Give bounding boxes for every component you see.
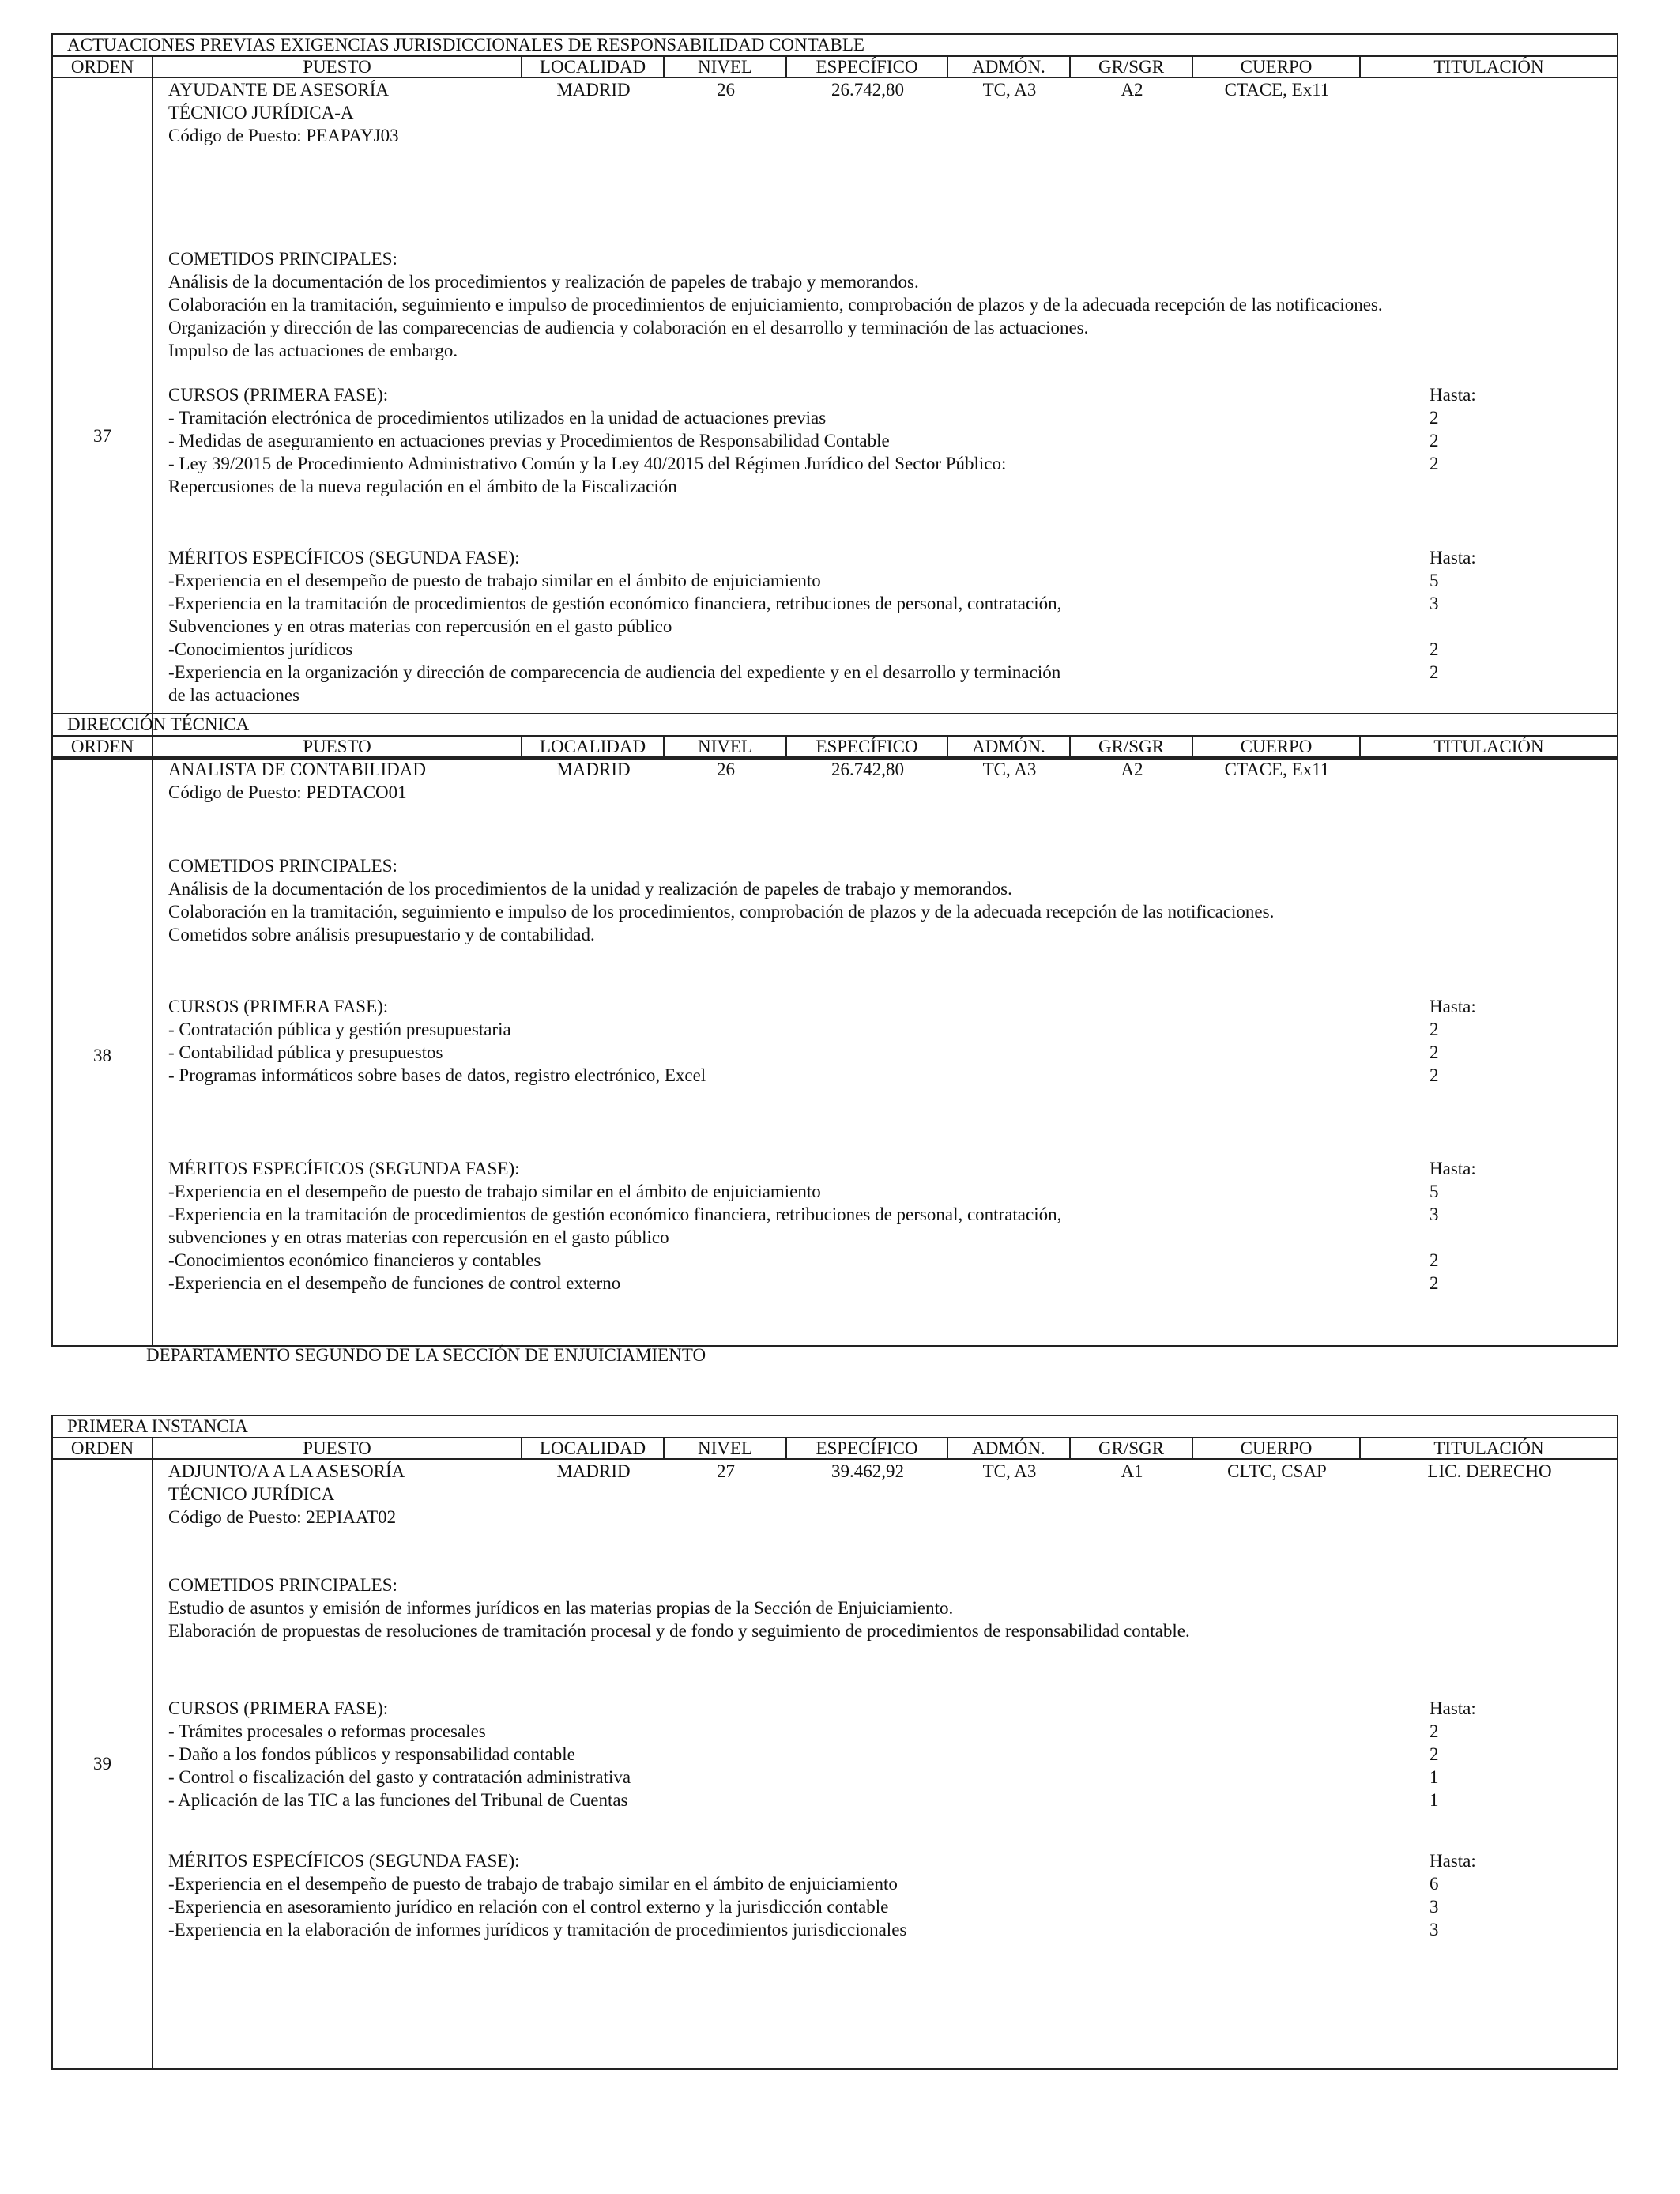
header-cell: ESPECÍFICO <box>787 737 948 756</box>
unit-title: DIRECCIÓN TÉCNICA <box>53 714 1617 737</box>
table-body <box>53 758 1617 1345</box>
curso-points: 2 <box>1430 1721 1439 1741</box>
curso-points: 1 <box>1430 1790 1439 1810</box>
merito-points: 3 <box>1430 1920 1439 1940</box>
section-title: DEPARTAMENTO SEGUNDO DE LA SECCIÓN DE ENJUICIAMIENTO <box>146 1345 706 1365</box>
curso-points: 2 <box>1430 431 1439 450</box>
cometido-line: Impulso de las actuaciones de embargo. <box>168 341 458 360</box>
localidad-value: MADRID <box>556 760 631 779</box>
puesto-line: ANALISTA DE CONTABILIDAD <box>168 760 426 779</box>
merito-line: -Experiencia en la tramitación de procedimientos de gestión económico financiera, retribuciones de personal, contratación, <box>168 1204 1062 1224</box>
header-cell: LOCALIDAD <box>522 737 665 756</box>
admon-value: TC, A3 <box>982 80 1037 100</box>
cometido-line: Colaboración en la tramitación, seguimiento e impulso de los procedimientos, comprobación de plazos y de la adecuada recepción de las notificaciones. <box>168 902 1275 922</box>
puesto-line: Código de Puesto: PEAPAYJ03 <box>168 126 399 145</box>
cometido-line: Organización y dirección de las comparecencias de audiencia y colaboración en el desarrollo y terminación de las actuaciones. <box>168 318 1089 337</box>
cuerpo-value: CLTC, CSAP <box>1227 1461 1327 1481</box>
orden-number: 37 <box>93 426 111 446</box>
orden-cell <box>53 758 153 1345</box>
position-content <box>153 78 1617 758</box>
unit-title: PRIMERA INSTANCIA <box>53 1416 1617 1438</box>
localidad-value: MADRID <box>556 80 631 100</box>
header-cell: TITULACIÓN <box>1433 737 1544 756</box>
cometidos-title: COMETIDOS PRINCIPALES: <box>168 1575 397 1595</box>
header-cell: ESPECÍFICO <box>787 57 948 77</box>
merito-points: 5 <box>1430 571 1439 590</box>
merito-points: 2 <box>1430 639 1439 659</box>
hasta-label: Hasta: <box>1430 548 1476 567</box>
cuerpo-value: CTACE, Ex11 <box>1224 760 1330 779</box>
localidad-value: MADRID <box>556 1461 631 1481</box>
meritos-title: MÉRITOS ESPECÍFICOS (SEGUNDA FASE): <box>168 1159 520 1178</box>
nivel-value: 26 <box>717 80 735 100</box>
curso-points: 2 <box>1430 454 1439 473</box>
cuerpo-value: CTACE, Ex11 <box>1224 80 1330 100</box>
merito-line: Subvenciones y en otras materias con repercusión en el gasto público <box>168 616 672 636</box>
puesto-line: Código de Puesto: 2EPIAAT02 <box>168 1507 397 1527</box>
header-cell: ADMÓN. <box>948 737 1071 756</box>
header-cell: NIVEL <box>665 57 787 77</box>
header-cell: GR/SGR <box>1071 737 1193 756</box>
curso-line: - Ley 39/2015 de Procedimiento Administrativo Común y la Ley 40/2015 del Régimen Jurídico del Sector Público: <box>168 454 1007 473</box>
grsgr-value: A2 <box>1121 80 1143 100</box>
cometido-line: Análisis de la documentación de los procedimientos y realización de papeles de trabajo y memorandos. <box>168 272 919 292</box>
puesto-line: TÉCNICO JURÍDICA-A <box>168 103 354 123</box>
grsgr-value: A1 <box>1121 1461 1143 1481</box>
header-cell: NIVEL <box>665 737 787 756</box>
header-cell: NIVEL <box>665 1438 787 1458</box>
header-cell: CUERPO <box>1193 57 1361 77</box>
merito-line: -Experiencia en la tramitación de procedimientos de gestión económico financiera, retribuciones de personal, contratación, <box>168 594 1062 613</box>
header-cell: TITULACIÓN <box>1433 1438 1544 1458</box>
merito-points: 3 <box>1430 594 1439 613</box>
header-cell: LOCALIDAD <box>522 1438 665 1458</box>
curso-points: 2 <box>1430 1744 1439 1764</box>
hasta-label: Hasta: <box>1430 1159 1476 1178</box>
merito-line: subvenciones y en otras materias con repercusión en el gasto público <box>168 1227 669 1247</box>
meritos-title: MÉRITOS ESPECÍFICOS (SEGUNDA FASE): <box>168 1851 520 1871</box>
orden-cell <box>53 78 153 758</box>
cursos-title: CURSOS (PRIMERA FASE): <box>168 385 389 405</box>
orden-number: 39 <box>93 1754 111 1774</box>
merito-line: -Experiencia en el desempeño de puesto de trabajo similar en el ámbito de enjuiciamiento <box>168 571 821 590</box>
merito-line: -Conocimientos jurídicos <box>168 639 353 659</box>
meritos-title: MÉRITOS ESPECÍFICOS (SEGUNDA FASE): <box>168 548 520 567</box>
cometidos-title: COMETIDOS PRINCIPALES: <box>168 856 397 876</box>
cursos-title: CURSOS (PRIMERA FASE): <box>168 1698 389 1718</box>
header-cell: CUERPO <box>1193 737 1361 756</box>
header-cell: ORDEN <box>53 57 153 77</box>
merito-points: 2 <box>1430 662 1439 682</box>
header-cell: TITULACIÓN <box>1433 57 1544 77</box>
curso-points: 2 <box>1430 1042 1439 1062</box>
unit-title: ACTUACIONES PREVIAS EXIGENCIAS JURISDICCIONALES DE RESPONSABILIDAD CONTABLE <box>53 35 1617 57</box>
position-content <box>153 758 1617 1345</box>
header-cell: GR/SGR <box>1071 57 1193 77</box>
header-cell: CUERPO <box>1193 1438 1361 1458</box>
header-cell: ORDEN <box>53 1438 153 1458</box>
merito-points: 5 <box>1430 1182 1439 1201</box>
merito-points: 2 <box>1430 1250 1439 1270</box>
merito-line: -Experiencia en asesoramiento jurídico en relación con el control externo y la jurisdicción contable <box>168 1897 889 1917</box>
curso-line: Repercusiones de la nueva regulación en el ámbito de la Fiscalización <box>168 477 677 496</box>
position-block <box>51 713 1618 1347</box>
merito-points: 6 <box>1430 1874 1439 1894</box>
orden-cell <box>53 1460 153 2068</box>
header-cell: PUESTO <box>153 737 522 756</box>
header-cell: ADMÓN. <box>948 57 1071 77</box>
merito-line: -Experiencia en el desempeño de puesto de trabajo similar en el ámbito de enjuiciamiento <box>168 1182 821 1201</box>
puesto-line: Código de Puesto: PEDTACO01 <box>168 782 407 802</box>
hasta-label: Hasta: <box>1430 1698 1476 1718</box>
hasta-label: Hasta: <box>1430 385 1476 405</box>
curso-points: 1 <box>1430 1767 1439 1787</box>
position-content <box>153 1460 1617 2068</box>
cometido-line: Análisis de la documentación de los procedimientos de la unidad y realización de papeles de trabajo y memorandos. <box>168 879 1012 899</box>
header-cell: LOCALIDAD <box>522 57 665 77</box>
cometido-line: Elaboración de propuestas de resoluciones de tramitación procesal y de fondo y seguimiento de procedimientos de responsabilidad contable. <box>168 1621 1190 1641</box>
curso-line: - Contabilidad pública y presupuestos <box>168 1042 443 1062</box>
cometido-line: Estudio de asuntos y emisión de informes jurídicos en las materias propias de la Sección de Enjuiciamiento. <box>168 1598 954 1618</box>
curso-line: - Medidas de aseguramiento en actuaciones previas y Procedimientos de Responsabilidad Contable <box>168 431 890 450</box>
especifico-value: 26.742,80 <box>831 760 904 779</box>
nivel-value: 27 <box>717 1461 735 1481</box>
curso-line: - Aplicación de las TIC a las funciones del Tribunal de Cuentas <box>168 1790 628 1810</box>
cometido-line: Cometidos sobre análisis presupuestario y de contabilidad. <box>168 925 595 944</box>
table-header <box>53 737 1617 758</box>
header-cell: PUESTO <box>153 1438 522 1458</box>
table-header <box>53 57 1617 78</box>
cursos-title: CURSOS (PRIMERA FASE): <box>168 997 389 1016</box>
titulacion-value: LIC. DERECHO <box>1427 1461 1552 1481</box>
table-body <box>53 78 1617 758</box>
hasta-label: Hasta: <box>1430 997 1476 1016</box>
table-header <box>53 1438 1617 1460</box>
curso-line: - Daño a los fondos públicos y responsabilidad contable <box>168 1744 575 1764</box>
cometidos-title: COMETIDOS PRINCIPALES: <box>168 249 397 269</box>
merito-line: -Experiencia en la elaboración de informes jurídicos y tramitación de procedimientos jurisdiccionales <box>168 1920 907 1940</box>
curso-line: - Tramitación electrónica de procedimientos utilizados en la unidad de actuaciones previas <box>168 408 827 428</box>
curso-points: 2 <box>1430 1065 1439 1085</box>
orden-number: 38 <box>93 1046 111 1065</box>
table-body <box>53 1460 1617 2068</box>
puesto-line: AYUDANTE DE ASESORÍA <box>168 80 389 100</box>
merito-line: de las actuaciones <box>168 685 300 705</box>
hasta-label: Hasta: <box>1430 1851 1476 1871</box>
merito-points: 3 <box>1430 1204 1439 1224</box>
puesto-line: TÉCNICO JURÍDICA <box>168 1484 335 1504</box>
merito-line: -Experiencia en el desempeño de funciones de control externo <box>168 1273 621 1293</box>
position-block <box>51 33 1618 760</box>
header-cell: GR/SGR <box>1071 1438 1193 1458</box>
header-cell: ESPECÍFICO <box>787 1438 948 1458</box>
cometido-line: Colaboración en la tramitación, seguimiento e impulso de procedimientos de enjuiciamiento, comprobación de plazos y de la adecuada recepción de las notificaciones. <box>168 295 1383 315</box>
curso-line: - Trámites procesales o reformas procesales <box>168 1721 486 1741</box>
curso-points: 2 <box>1430 1020 1439 1039</box>
merito-points: 2 <box>1430 1273 1439 1293</box>
merito-line: -Conocimientos económico financieros y contables <box>168 1250 541 1270</box>
admon-value: TC, A3 <box>982 760 1037 779</box>
merito-points: 3 <box>1430 1897 1439 1917</box>
admon-value: TC, A3 <box>982 1461 1037 1481</box>
curso-points: 2 <box>1430 408 1439 428</box>
merito-line: -Experiencia en el desempeño de puesto de trabajo de trabajo similar en el ámbito de enjuiciamiento <box>168 1874 898 1894</box>
especifico-value: 39.462,92 <box>831 1461 904 1481</box>
grsgr-value: A2 <box>1121 760 1143 779</box>
curso-line: - Programas informáticos sobre bases de datos, registro electrónico, Excel <box>168 1065 706 1085</box>
merito-line: -Experiencia en la organización y dirección de comparecencia de audiencia del expediente y en el desarrollo y terminación <box>168 662 1061 682</box>
header-cell: ORDEN <box>53 737 153 756</box>
nivel-value: 26 <box>717 760 735 779</box>
puesto-line: ADJUNTO/A A LA ASESORÍA <box>168 1461 405 1481</box>
curso-line: - Control o fiscalización del gasto y contratación administrativa <box>168 1767 631 1787</box>
curso-line: - Contratación pública y gestión presupuestaria <box>168 1020 511 1039</box>
especifico-value: 26.742,80 <box>831 80 904 100</box>
header-cell: PUESTO <box>153 57 522 77</box>
header-cell: ADMÓN. <box>948 1438 1071 1458</box>
position-block <box>51 1415 1618 2070</box>
